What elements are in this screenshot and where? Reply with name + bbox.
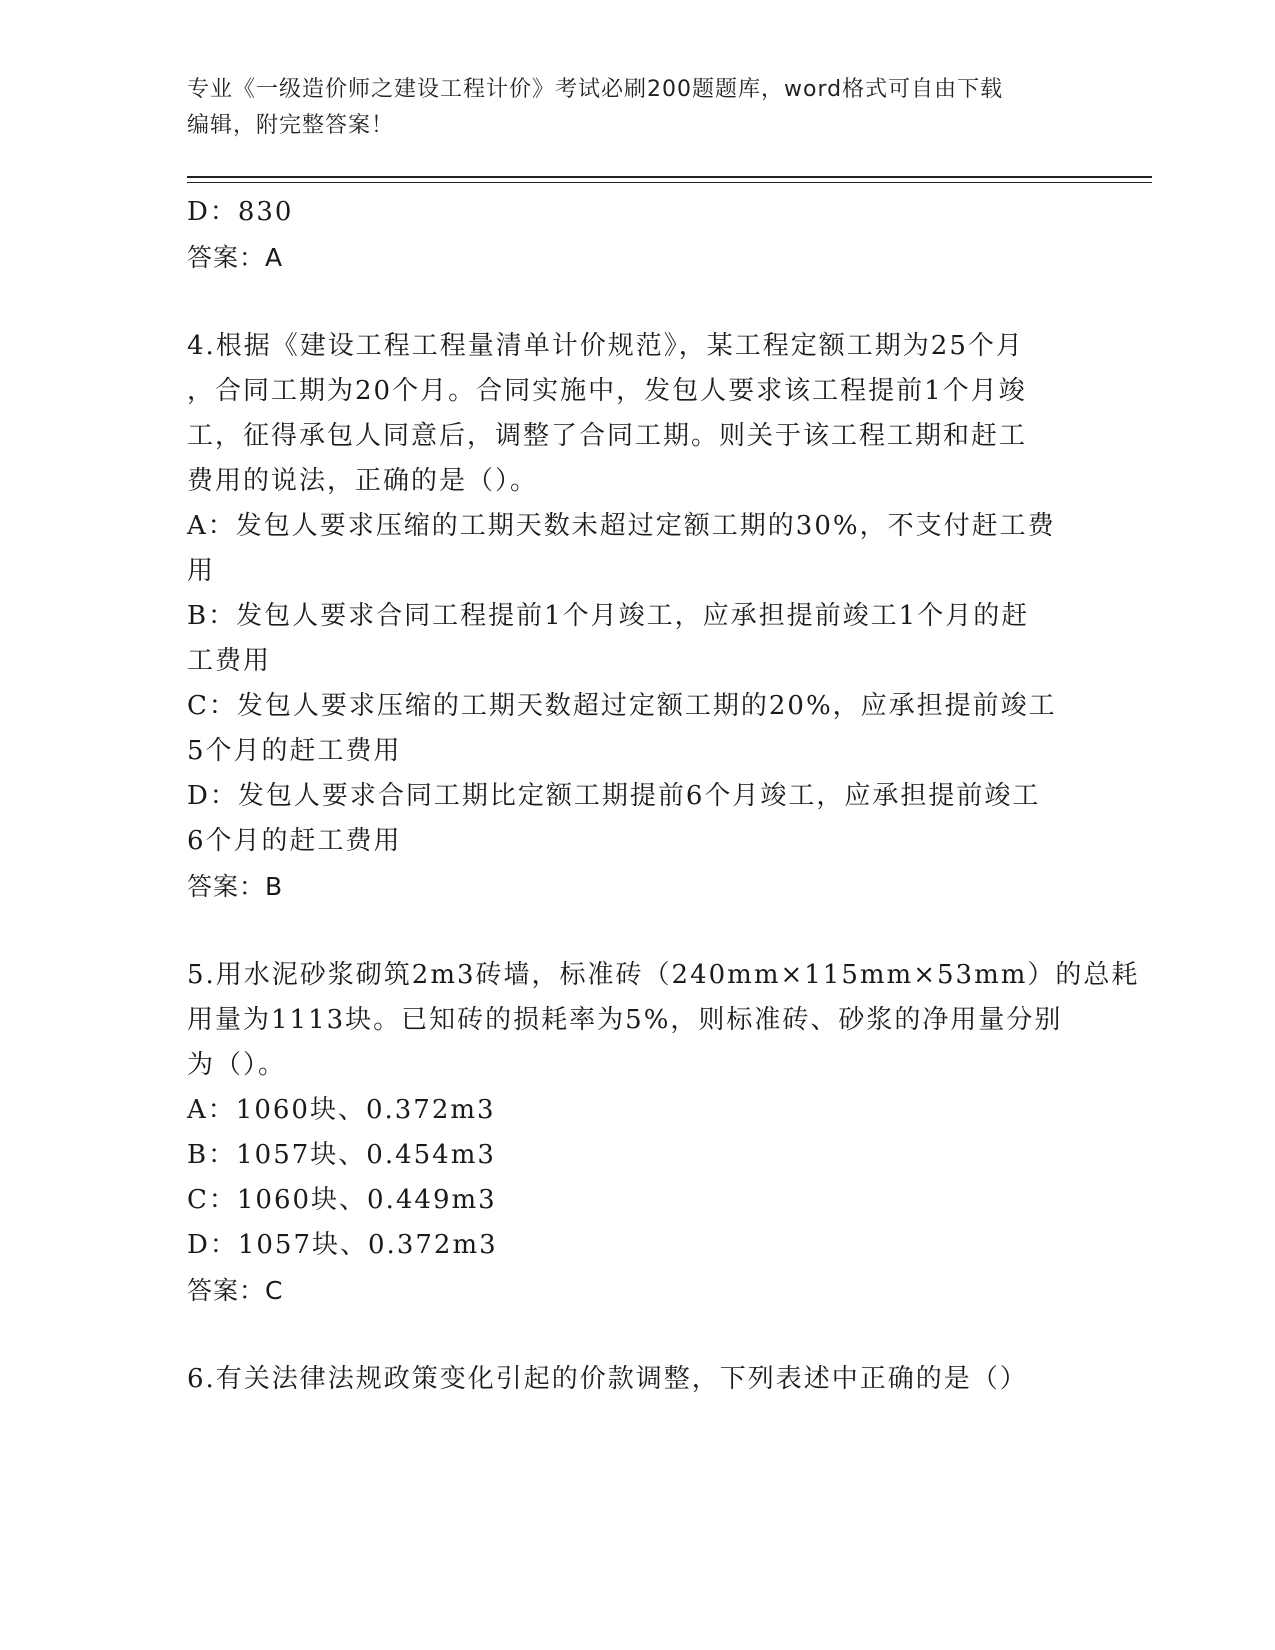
answer-line: 答案：A (187, 243, 284, 272)
question-stem-line: 5.用水泥砂浆砌筑2m3砖墙，标准砖（240mm×115mm×53mm）的总耗 (187, 960, 1140, 990)
option-d: D：发包人要求合同工期比定额工期提前6个月竣工，应承担提前竣工 (187, 781, 1041, 811)
option-d: D：830 (187, 197, 294, 227)
question-stem-line: 6.有关法律法规政策变化引起的价款调整，下列表述中正确的是（） (187, 1364, 1028, 1394)
question-stem-line: 4.根据《建设工程工程量清单计价规范》，某工程定额工期为25个月 (187, 331, 1024, 361)
question-stem-line: 用量为1113块。已知砖的损耗率为5%，则标准砖、砂浆的净用量分别 (187, 1005, 1063, 1035)
option-b: B：1057块、0.454m3 (187, 1140, 496, 1170)
spacer (187, 1313, 1087, 1357)
question-5 (187, 953, 1140, 1313)
header-divider-thick (187, 176, 1152, 178)
question-stem-line: 费用的说法，正确的是（）。 (187, 466, 539, 496)
page-header (187, 72, 1067, 144)
spacer (187, 909, 1087, 953)
option-a: A：1060块、0.372m3 (187, 1095, 496, 1125)
option-a: A：发包人要求压缩的工期天数未超过定额工期的30%，不支付赶工费 (187, 511, 1056, 541)
header-line-1: 专业《一级造价师之建设工程计价》考试必刷200题题库，word格式可自由下载 (187, 77, 1004, 102)
option-d-continued: 6个月的赶工费用 (187, 826, 402, 856)
spacer (187, 280, 1087, 324)
option-c: C：发包人要求压缩的工期天数超过定额工期的20%，应承担提前竣工 (187, 691, 1057, 721)
question-6 (187, 1357, 1087, 1402)
option-d: D：1057块、0.372m3 (187, 1230, 498, 1260)
question-content (187, 190, 1140, 1402)
option-a-continued: 用 (187, 556, 216, 586)
header-line-2: 编辑，附完整答案！ (187, 113, 395, 138)
option-c: C：1060块、0.449m3 (187, 1185, 497, 1215)
option-b: B：发包人要求合同工程提前1个月竣工，应承担提前竣工1个月的赶 (187, 601, 1030, 631)
header-divider-thin (187, 182, 1152, 183)
answer-line: 答案：C (187, 1276, 284, 1305)
question-stem-line: ，合同工期为20个月。合同实施中，发包人要求该工程提前1个月竣 (187, 376, 1027, 406)
answer-line: 答案：B (187, 872, 284, 901)
option-b-continued: 工费用 (187, 646, 272, 676)
previous-question-tail (187, 190, 1087, 280)
question-stem-line: 为（）。 (187, 1050, 287, 1080)
option-c-continued: 5个月的赶工费用 (187, 736, 402, 766)
question-4 (187, 324, 1087, 909)
question-stem-line: 工，征得承包人同意后，调整了合同工期。则关于该工程工期和赶工 (187, 421, 1028, 451)
